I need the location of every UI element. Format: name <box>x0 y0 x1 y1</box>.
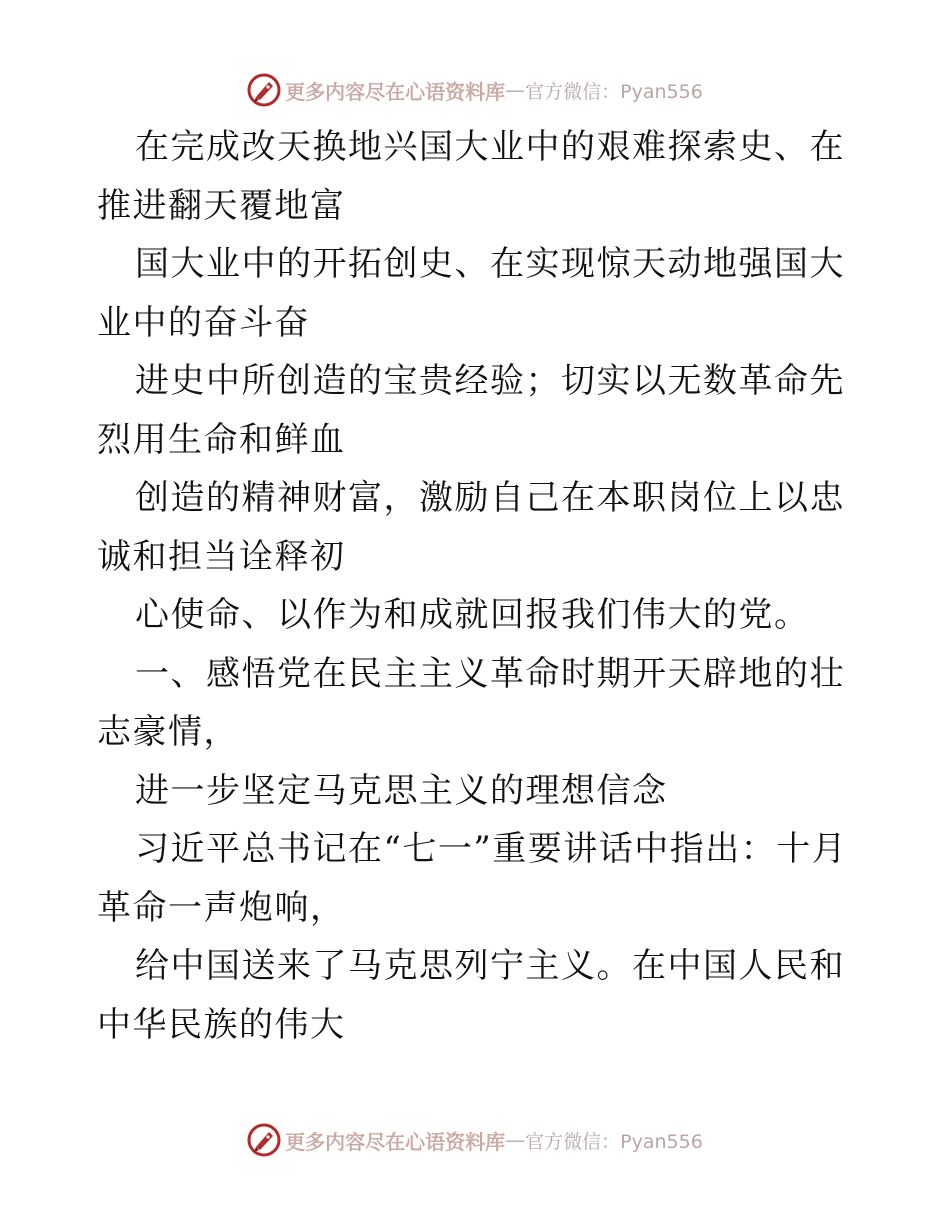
paragraph: 给中国送来了马克思列宁主义。在中国人民和中华民族的伟大 <box>97 946 845 1045</box>
document-body <box>97 118 857 1054</box>
pen-nib-logo-icon <box>247 1123 281 1157</box>
paragraph: 国大业中的开拓创史、在实现惊天动地强国大业中的奋斗奋 <box>97 244 845 343</box>
header-promo-text: 更多内容尽在心语资料库 <box>285 79 506 104</box>
section-heading-paragraph: 一、感悟党在民主主义革命时期开天辟地的壮志豪情， <box>97 653 845 752</box>
header-contact-text: 官方微信：Pyan556 <box>525 80 703 103</box>
pen-nib-logo-icon <box>247 73 281 107</box>
footer-contact-text: 官方微信：Pyan556 <box>525 1130 703 1153</box>
footer-banner <box>0 1120 950 1160</box>
paragraph: 进史中所创造的宝贵经验；切实以无数革命先烈用生命和鲜血 <box>97 361 845 460</box>
footer-promo-text: 更多内容尽在心语资料库 <box>285 1129 506 1154</box>
paragraph: 心使命、以作为和成就回报我们伟大的党。 <box>135 595 810 635</box>
header-dash: — <box>505 78 526 102</box>
section-subheading-paragraph: 进一步坚定马克思主义的理想信念 <box>135 770 668 811</box>
header-banner <box>0 70 950 110</box>
paragraph: 在完成改天换地兴国大业中的艰难探索史、在推进翻天覆地富 <box>97 127 845 226</box>
footer-dash: — <box>505 1128 526 1152</box>
paragraph: 创造的精神财富，激励自己在本职岗位上以忠诚和担当诠释初 <box>97 478 845 577</box>
paragraph: 习近平总书记在“七一”重要讲话中指出：十月革命一声炮响， <box>97 829 848 928</box>
